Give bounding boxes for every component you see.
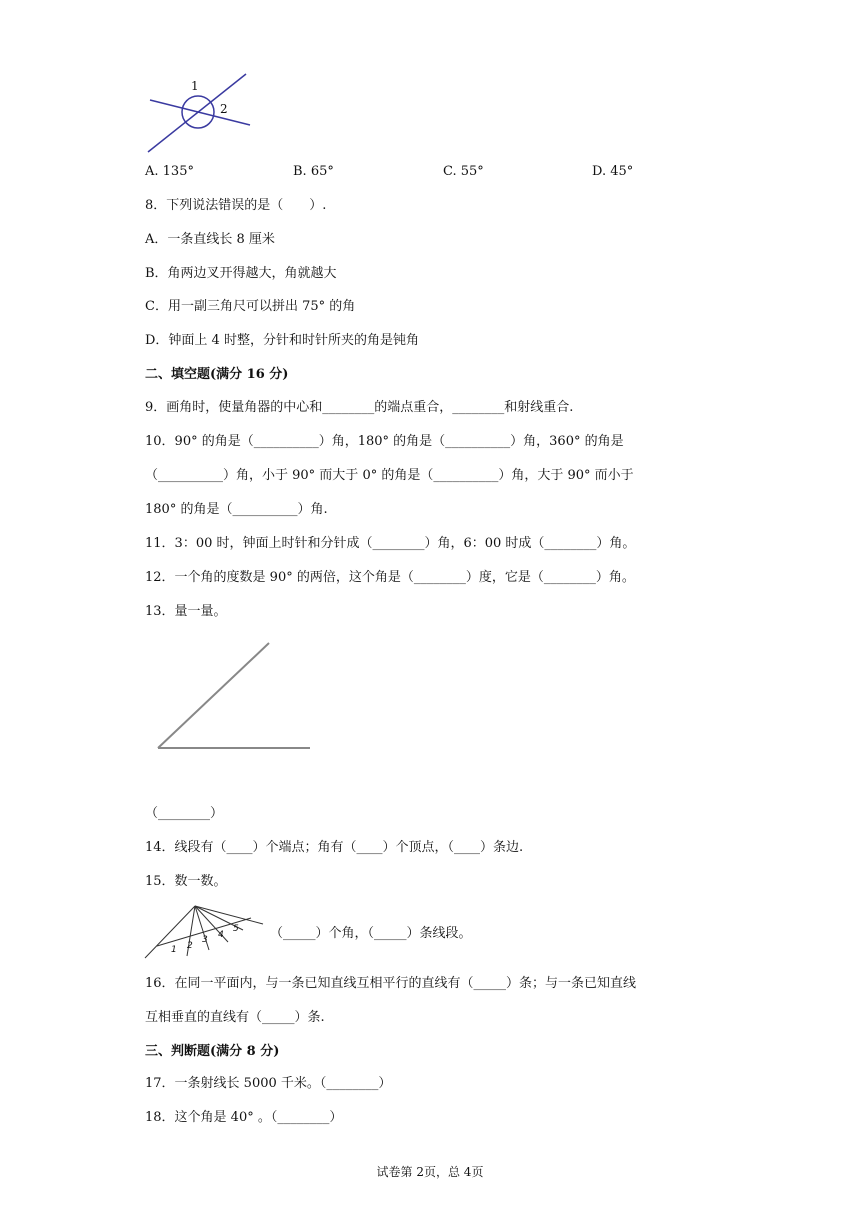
q13-text: 13．量一量。	[145, 604, 227, 619]
q9-text: 9．画角时，使量角器的中心和________的端点重合，________和射线重合.	[145, 400, 574, 415]
q8-stem: 8．下列说法错误的是（ ）.	[145, 198, 327, 213]
q15-text: 15．数一数。	[145, 874, 227, 889]
q7-angle-label-1: 1	[191, 79, 199, 93]
q7-option-b: B. 65°	[293, 164, 334, 179]
q12-text: 12．一个角的度数是 90° 的两倍，这个角是（________）度，它是（________）角。	[145, 570, 635, 585]
q11-text: 11．3：00 时，钟面上时针和分针成（________）角，6：00 时成（________）角。	[145, 536, 636, 551]
q15-label-3: 3	[202, 935, 208, 945]
q15-label-5: 5	[233, 924, 239, 934]
q10-line-2: （__________）角，小于 90° 而大于 0° 的角是（__________）角，大于 90° 而小于	[145, 468, 634, 483]
q7-angle-label-2: 2	[220, 102, 228, 116]
q10-line-1: 10．90° 的角是（__________）角，180° 的角是（__________）角，360° 的角是	[145, 434, 624, 449]
q7-intersecting-lines-figure	[140, 70, 260, 160]
q8-option-d: D．钟面上 4 时整，分针和时针所夹的角是钝角	[145, 333, 419, 348]
q8-option-c: C．用一副三角尺可以拼出 75° 的角	[145, 299, 356, 314]
q15-label-4: 4	[218, 930, 224, 940]
q13-answer-blank: （________）	[145, 806, 224, 821]
q8-option-a: A．一条直线长 8 厘米	[145, 232, 275, 247]
q15-ray-right	[195, 906, 263, 924]
q7-option-d: D. 45°	[592, 164, 634, 179]
q14-text: 14．线段有（____）个端点；角有（____）个顶点，（____）条边.	[145, 840, 524, 855]
section3-heading: 三、判断题(满分 8 分)	[145, 1044, 280, 1059]
q13-angle-figure	[150, 638, 320, 753]
q18-text: 18．这个角是 40° 。（________）	[145, 1110, 343, 1125]
section2-heading: 二、填空题(满分 16 分)	[145, 367, 289, 382]
q10-line-3: 180° 的角是（__________）角.	[145, 502, 328, 517]
q8-option-b: B．角两边叉开得越大，角就越大	[145, 266, 337, 281]
q16-line-1: 16．在同一平面内，与一条已知直线互相平行的直线有（_____）条；与一条已知直线	[145, 976, 637, 991]
q15-label-2: 2	[187, 941, 193, 951]
q7-option-a: A. 135°	[145, 164, 194, 179]
q13-angle-slanted-ray	[158, 643, 269, 748]
q7-option-c: C. 55°	[443, 164, 484, 179]
q15-rays-figure	[143, 902, 268, 962]
q7-line-1	[150, 100, 250, 125]
q15-answer: （_____）个角，（_____）条线段。	[270, 926, 472, 941]
q17-text: 17．一条射线长 5000 千米。（________）	[145, 1076, 392, 1091]
page-footer: 试卷第 2页，总 4页	[376, 1165, 484, 1179]
q15-label-1: 1	[171, 945, 177, 955]
q16-line-2: 互相垂直的直线有（_____）条.	[145, 1010, 325, 1025]
